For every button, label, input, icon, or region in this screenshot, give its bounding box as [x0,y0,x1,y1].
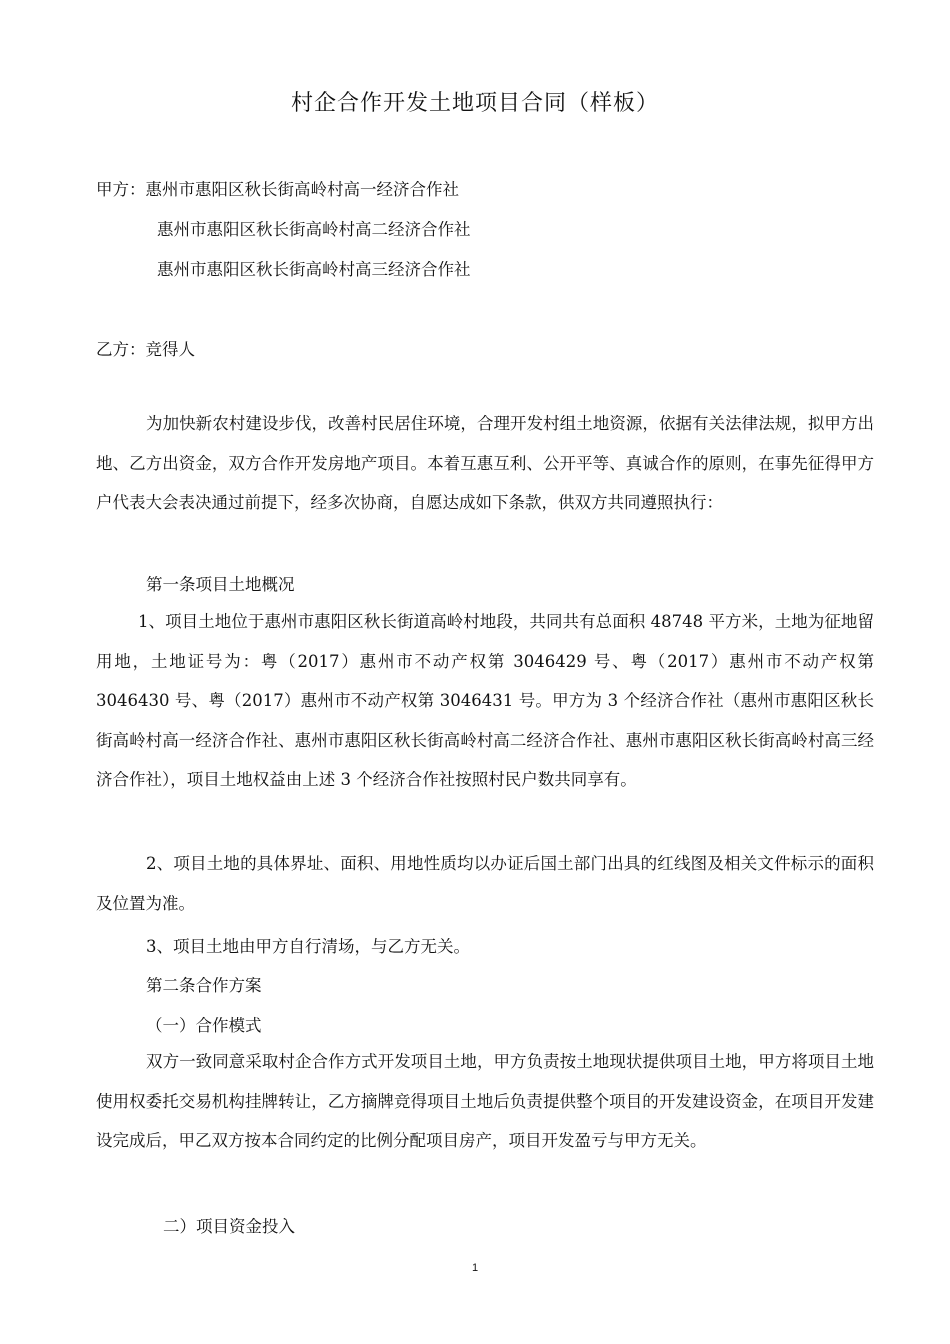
party-a-member-3: 惠州市惠阳区秋长街高岭村高三经济合作社 [157,260,471,279]
party-b-line [96,336,195,360]
party-b-label: 乙方： [96,340,146,359]
article-1-clause-2-text: 2、项目土地的具体界址、面积、用地性质均以办证后国土部门出具的红线图及相关文件标示的面积及位置为准。 [96,854,874,913]
article-1-clause-3: 3、项目土地由甲方自行清场，与乙方无关。 [146,937,470,956]
article-1-heading: 第一条项目土地概况 [146,575,295,594]
page-number: 1 [471,1262,479,1274]
article-2-heading: 第二条合作方案 [146,976,262,995]
party-b-name: 竞得人 [145,340,195,359]
article-1-clause-1 [96,602,874,800]
article-1-clause-1-text: 1、项目土地位于惠州市惠阳区秋长街道高岭村地段，共同共有总面积 48748 平方米，土地为征地留用地，土地证号为：粤（2017）惠州市不动产权第 3046429 号、粤（2017）惠州市不动产权第 3046430 号、粤（2017）惠州市不动产权第 3046431 号。甲方为 3 个经济合作社（惠州市惠阳区秋长街高岭村高一经济合作社、惠州市惠阳区秋长街高岭村高二经济合作社、惠州市惠阳区秋长街高岭村高三经济合作社），项目土地权益由上述 3 个经济合作社按照村民户数共同享有。 [96,612,874,789]
document-title: 村企合作开发土地项目合同（样板） [290,91,659,116]
article-2-sub-1-paragraph [96,1042,874,1161]
party-a-label: 甲方： [96,180,146,199]
article-2-sub-2-heading: 二）项目资金投入 [163,1217,295,1236]
preamble-text: 为加快新农村建设步伐，改善村民居住环境，合理开发村组土地资源，依据有关法律法规，拟甲方出地、乙方出资金，双方合作开发房地产项目。本着互惠互利、公开平等、真诚合作的原则，在事先征得甲方户代表大会表决通过前提下，经多次协商，自愿达成如下条款，供双方共同遵照执行： [96,414,874,512]
party-a-member-2: 惠州市惠阳区秋长街高岭村高二经济合作社 [157,220,471,239]
party-a-line [96,176,459,200]
article-1-clause-2 [96,844,874,923]
party-a-member-1: 惠州市惠阳区秋长街高岭村高一经济合作社 [145,180,459,199]
article-2-sub-1-heading: （一）合作模式 [146,1016,262,1035]
article-2-sub-1-text: 双方一致同意采取村企合作方式开发项目土地，甲方负责按土地现状提供项目土地，甲方将项目土地使用权委托交易机构挂牌转让，乙方摘牌竞得项目土地后负责提供整个项目的开发建设资金，在项目开发建设完成后，甲乙双方按本合同约定的比例分配项目房产，项目开发盈亏与甲方无关。 [96,1052,874,1150]
preamble-paragraph [96,404,874,523]
